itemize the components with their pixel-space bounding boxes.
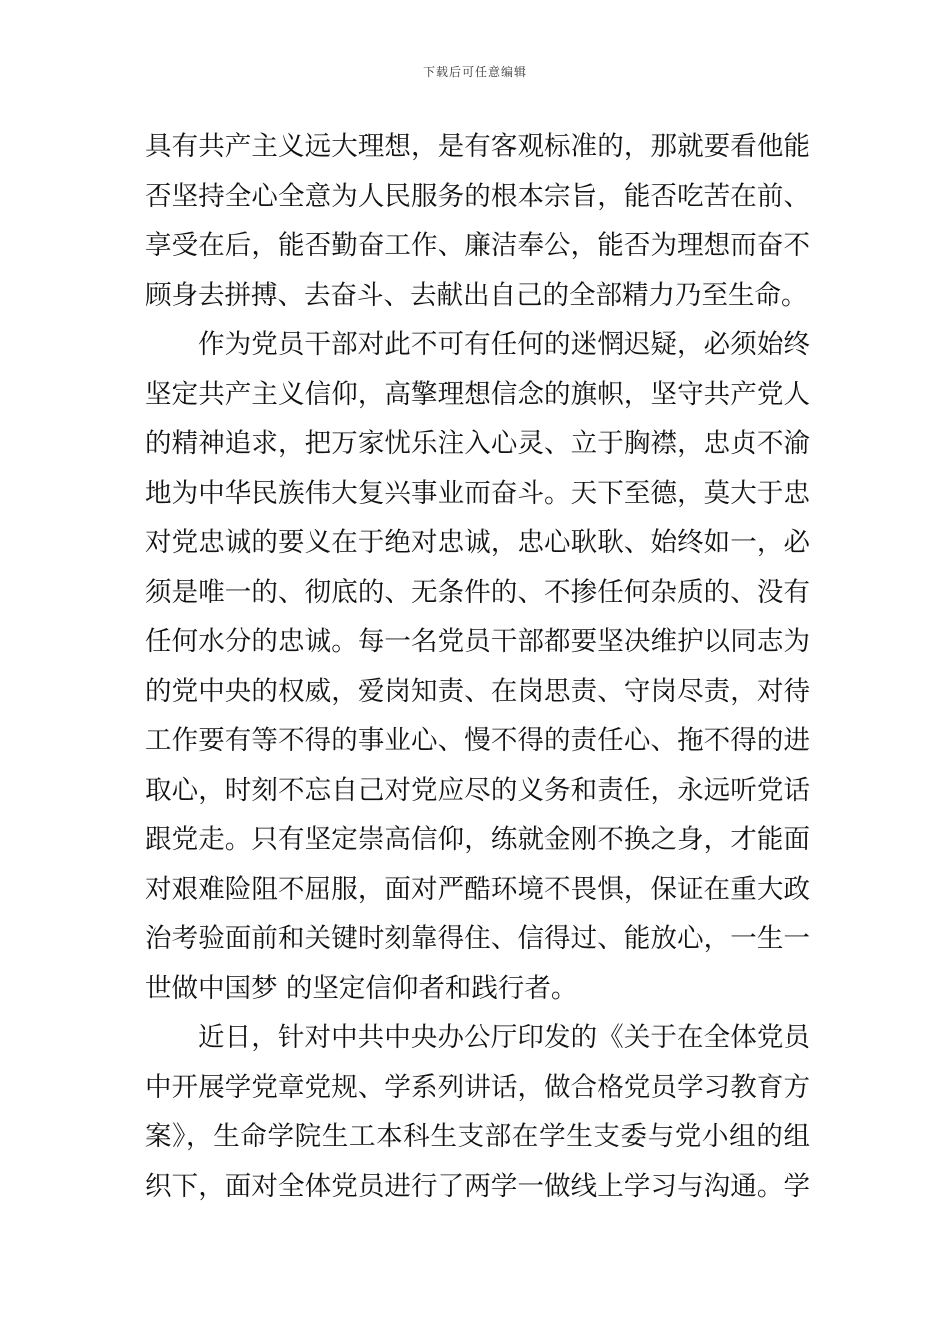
- text-line: 享受在后，能否勤奋工作、廉洁奉公，能否为理想而奋不: [145, 230, 810, 261]
- text-line: 否坚持全心全意为人民服务的根本宗旨，能否吃苦在前、: [145, 180, 810, 212]
- text-line: 的精神追求，把万家忧乐注入心灵、立于胸襟，忠贞不渝: [145, 428, 810, 459]
- text-line: 世做中国梦 的坚定信仰者和践行者。: [145, 972, 578, 1004]
- text-line: 任何水分的忠诚。每一名党员干部都要坚决维护以同志为: [145, 626, 810, 657]
- paragraph-start-line: 近日，针对中共中央办公厅印发的《关于在全体党员: [198, 1022, 810, 1053]
- text-line: 跟党走。只有坚定崇高信仰，练就金刚不换之身，才能面: [145, 824, 810, 855]
- text-line: 治考验面前和关键时刻靠得住、信得过、能放心，一生一: [145, 923, 810, 954]
- text-line: 须是唯一的、彻底的、无条件的、不掺任何杂质的、没有: [145, 576, 810, 608]
- text-line: 中开展学党章党规、学系列讲话，做合格党员学习教育方: [145, 1071, 810, 1103]
- text-line: 工作要有等不得的事业心、慢不得的责任心、拖不得的进: [145, 725, 810, 756]
- page-header: 下载后可任意编辑: [422, 65, 527, 79]
- text-line: 取心，时刻不忘自己对党应尽的义务和责任，永远听党话: [145, 774, 810, 806]
- text-line: 顾身去拼搏、去奋斗、去献出自己的全部精力乃至生命。: [145, 279, 808, 311]
- text-line: 地为中华民族伟大复兴事业而奋斗。天下至德，莫大于忠: [145, 477, 810, 509]
- text-line: 案》，生命学院生工本科生支部在学生支委与党小组的组: [145, 1121, 810, 1152]
- text-line: 织下，面对全体党员进行了两学一做线上学习与沟通。学: [145, 1170, 810, 1202]
- text-line: 对艰难险阻不屈服，面对严酷环境不畏惧，保证在重大政: [145, 873, 810, 905]
- text-line: 对党忠诚的要义在于绝对忠诚，忠心耿耿、始终如一，必: [145, 527, 810, 558]
- text-line: 具有共产主义远大理想，是有客观标准的，那就要看他能: [145, 131, 810, 162]
- paragraph-start-line: 作为党员干部对此不可有任何的迷惘迟疑，必须始终: [198, 329, 810, 360]
- text-line: 坚定共产主义信仰，高擎理想信念的旗帜，坚守共产党人: [145, 378, 810, 410]
- text-line: 的党中央的权威，爱岗知责、在岗思责、守岗尽责，对待: [145, 675, 810, 707]
- document-body: [145, 122, 810, 1211]
